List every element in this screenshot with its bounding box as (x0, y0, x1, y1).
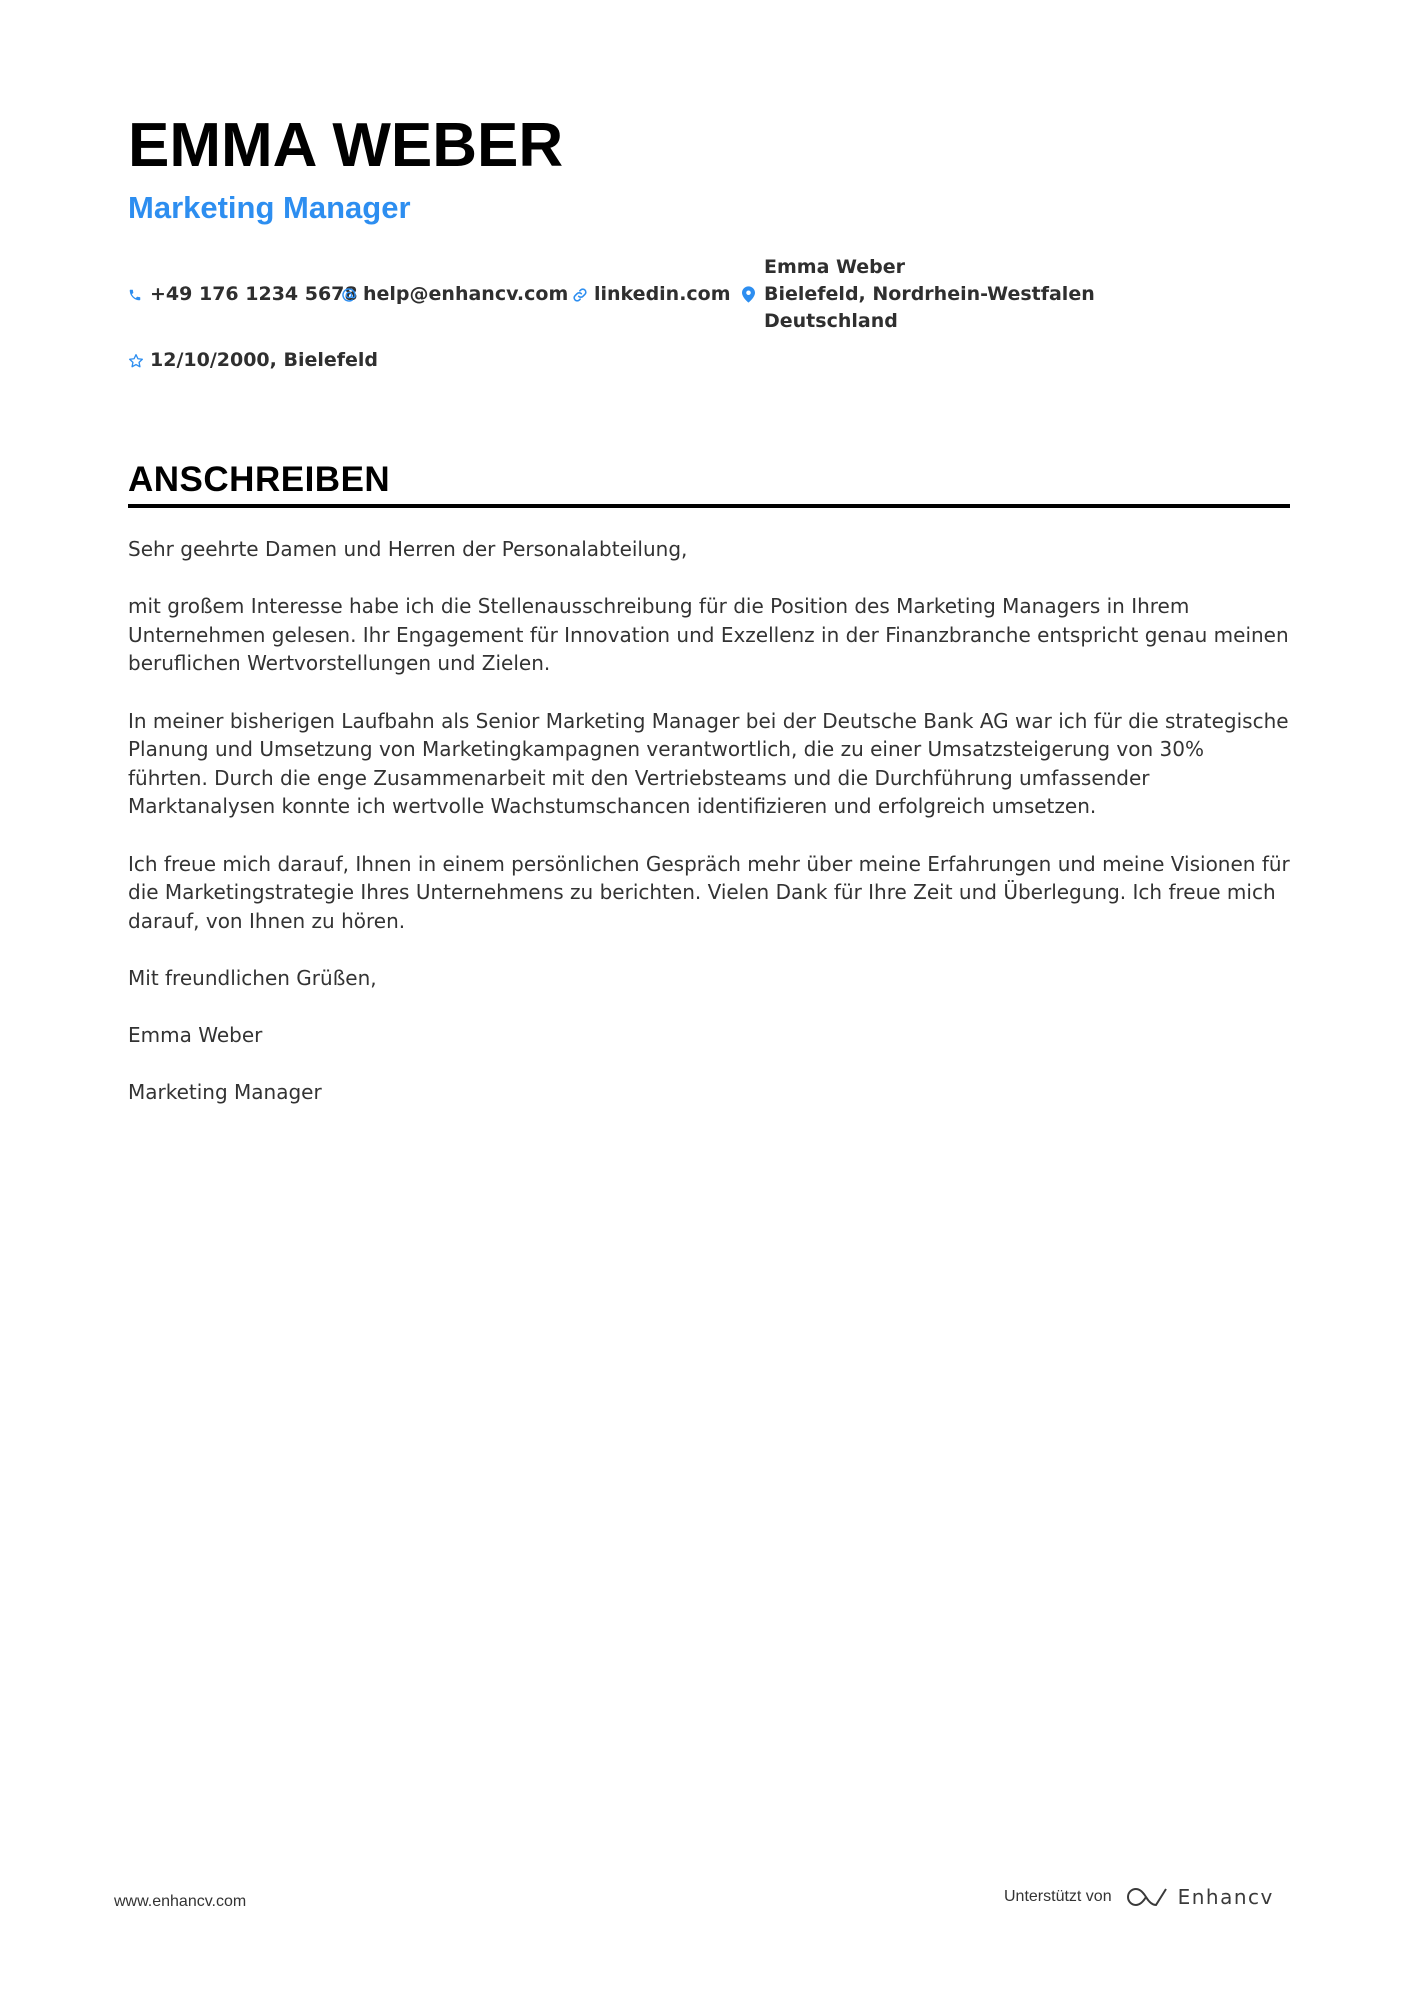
enhancv-logo-icon[interactable] (1124, 1884, 1170, 1910)
contact-phone-text: +49 176 1234 5678 (150, 283, 358, 305)
footer-website[interactable]: www.enhancv.com (114, 1893, 247, 1910)
phone-icon (128, 281, 150, 308)
contact-birth-text: 12/10/2000, Bielefeld (150, 349, 379, 371)
signature-name: Emma Weber (128, 1023, 263, 1048)
powered-by-label: Unterstützt von (1004, 1888, 1112, 1905)
contact-birth (128, 347, 378, 374)
candidate-title: Marketing Manager (128, 190, 411, 225)
contact-email[interactable] (341, 281, 568, 308)
location-line: Bielefeld, Nordrhein-Westfalen (764, 283, 1095, 305)
star-icon (128, 347, 150, 374)
contact-info (128, 254, 1288, 334)
contact-link[interactable] (572, 281, 731, 308)
signature-title: Marketing Manager (128, 1080, 322, 1105)
contact-location (742, 254, 1095, 335)
at-icon (341, 281, 363, 308)
letter-paragraph: mit großem Interesse habe ich die Stellenausschreibung für die Position des Marketing Managers in Ihrem Unternehmen gelesen. Ihr Engagement für Innovation und Exzellenz in der Finanzbranche entspricht genau meinen beruflichen Wertvorstellungen und Zielen. (128, 594, 1289, 676)
contact-email-text: help@enhancv.com (363, 283, 569, 305)
location-lines (764, 254, 1095, 335)
map-pin-icon (742, 254, 764, 335)
location-line: Emma Weber (764, 256, 906, 278)
location-line: Deutschland (764, 310, 898, 332)
contact-link-text: linkedin.com (594, 283, 731, 305)
section-divider (128, 504, 1290, 508)
contact-phone (128, 281, 358, 308)
letter-paragraph: In meiner bisherigen Laufbahn als Senior Marketing Manager bei der Deutsche Bank AG war ich für die strategische Planung und Umsetzung von Marketingkampagnen verantwortlich, die zu einer Umsatzsteigerung von 30% führten. Durch die enge Zusammenarbeit mit den Vertriebsteams und die Durchführung umfassender Marktanalysen konnte ich wertvolle Wachstumschancen identifizieren und erfolgreich umsetzen. (128, 708, 1289, 819)
section-title: ANSCHREIBEN (128, 460, 391, 499)
brand-name: Enhancv (1177, 1885, 1274, 1909)
letter-body (128, 535, 1290, 1135)
header (128, 110, 1288, 228)
candidate-name: EMMA WEBER (128, 111, 564, 180)
letter-closing: Mit freundlichen Grüßen, (128, 965, 377, 990)
letter-salutation: Sehr geehrte Damen und Herren der Personalabteilung, (128, 537, 688, 561)
letter-paragraph: Ich freue mich darauf, Ihnen in einem persönlichen Gespräch mehr über meine Erfahrungen und meine Visionen für die Marketingstrategie Ihres Unternehmens zu berichten. Vielen Dank für Ihre Zeit und Überlegung. Ich freue mich darauf, von Ihnen zu hören. (128, 851, 1290, 933)
link-icon (572, 281, 594, 308)
footer-powered-by (1004, 1880, 1274, 1914)
